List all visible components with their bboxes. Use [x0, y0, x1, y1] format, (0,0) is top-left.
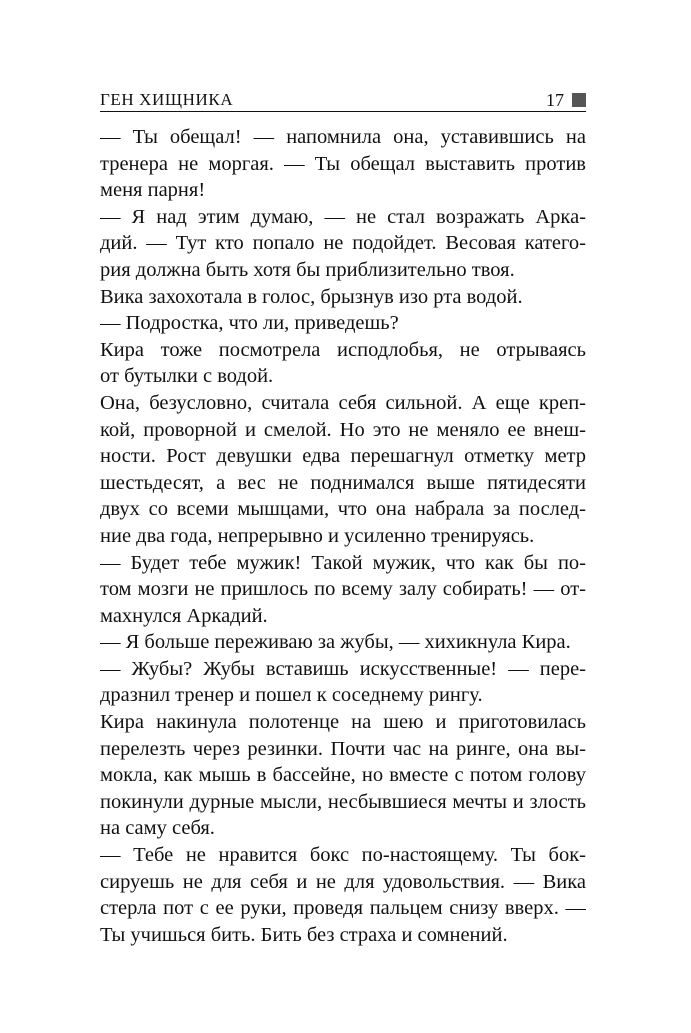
text-line: кой, проворной и смелой. Но это не меняло ее внеш-: [100, 418, 586, 441]
running-title: ГЕН ХИЩНИКА: [100, 90, 234, 109]
text-line: — Будет тебе мужик! Такой мужик, что как бы по-: [100, 551, 586, 574]
text-line: меня парня!: [100, 179, 206, 202]
text-line: махнулся Аркадий.: [100, 604, 268, 627]
text-line: — Ты обещал! — напомнила она, уставившись на: [100, 126, 586, 148]
text-line: том мозги не пришлось по всему залу собирать! — от-: [100, 578, 586, 601]
text-line: Вика захохотала в голос, брызнув изо рта водой.: [100, 285, 523, 308]
page-number-group: [546, 90, 586, 110]
text-line: от бутылки с водой.: [100, 365, 274, 388]
text-line: покинули дурные мысли, несбывшиеся мечты и злость: [100, 790, 586, 813]
text-line: — Тебе не нравится бокс по-настоящему. Ты бок-: [100, 844, 586, 867]
text-line: — Я над этим думаю, — не стал возражать Арка-: [100, 205, 586, 228]
text-line: двух со всеми мышцами, что она набрала за послед-: [100, 498, 586, 521]
body-text: [100, 124, 586, 948]
text-line: — Подростка, что ли, приведешь?: [100, 312, 399, 335]
text-line: перелезть через резинки. Почти час на ринге, она вы-: [100, 737, 586, 760]
text-line: Кира накинула полотенце на шею и приготовилась: [100, 711, 586, 734]
text-line: дий. — Тут кто попало не подойдет. Весовая катего-: [100, 232, 586, 255]
text-line: рия должна быть хотя бы приблизительно твоя.: [100, 258, 515, 281]
text-line: Ты учишься бить. Бить без страха и сомнений.: [100, 923, 508, 946]
text-line: стерла пот с ее руки, проведя пальцем снизу вверх. —: [100, 897, 586, 920]
page-number: 17: [546, 90, 564, 110]
running-header: [100, 88, 586, 112]
text-line: дразнил тренер и пошел к соседнему рингу.: [100, 684, 483, 707]
text-line: ности. Рост девушки едва перешагнул отметку метр: [100, 445, 586, 468]
text-line: ние два года, непрерывно и усиленно тренируясь.: [100, 524, 535, 547]
text-line: мокла, как мышь в бассейне, но вместе с потом голову: [100, 764, 586, 787]
text-line: Она, безусловно, считала себя сильной. А еще креп-: [100, 391, 586, 414]
text-line: — Жубы? Жубы вставишь искусственные! — пере-: [100, 657, 586, 680]
text-line: — Я больше переживаю за жубы, — хихикнула Кира.: [100, 631, 571, 654]
text-line: сируешь не для себя и не для удовольствия. — Вика: [100, 870, 586, 893]
header-rule: [100, 111, 586, 112]
square-marker-icon: [572, 93, 586, 107]
text-line: на саму себя.: [100, 817, 215, 840]
text-line: тренера не моргая. — Ты обещал выставить против: [100, 152, 586, 175]
text-line: Кира тоже посмотрела исподлобья, не отрываясь: [100, 338, 586, 361]
text-line: шестьдесят, а вес не поднимался выше пятидесяти: [100, 471, 586, 494]
